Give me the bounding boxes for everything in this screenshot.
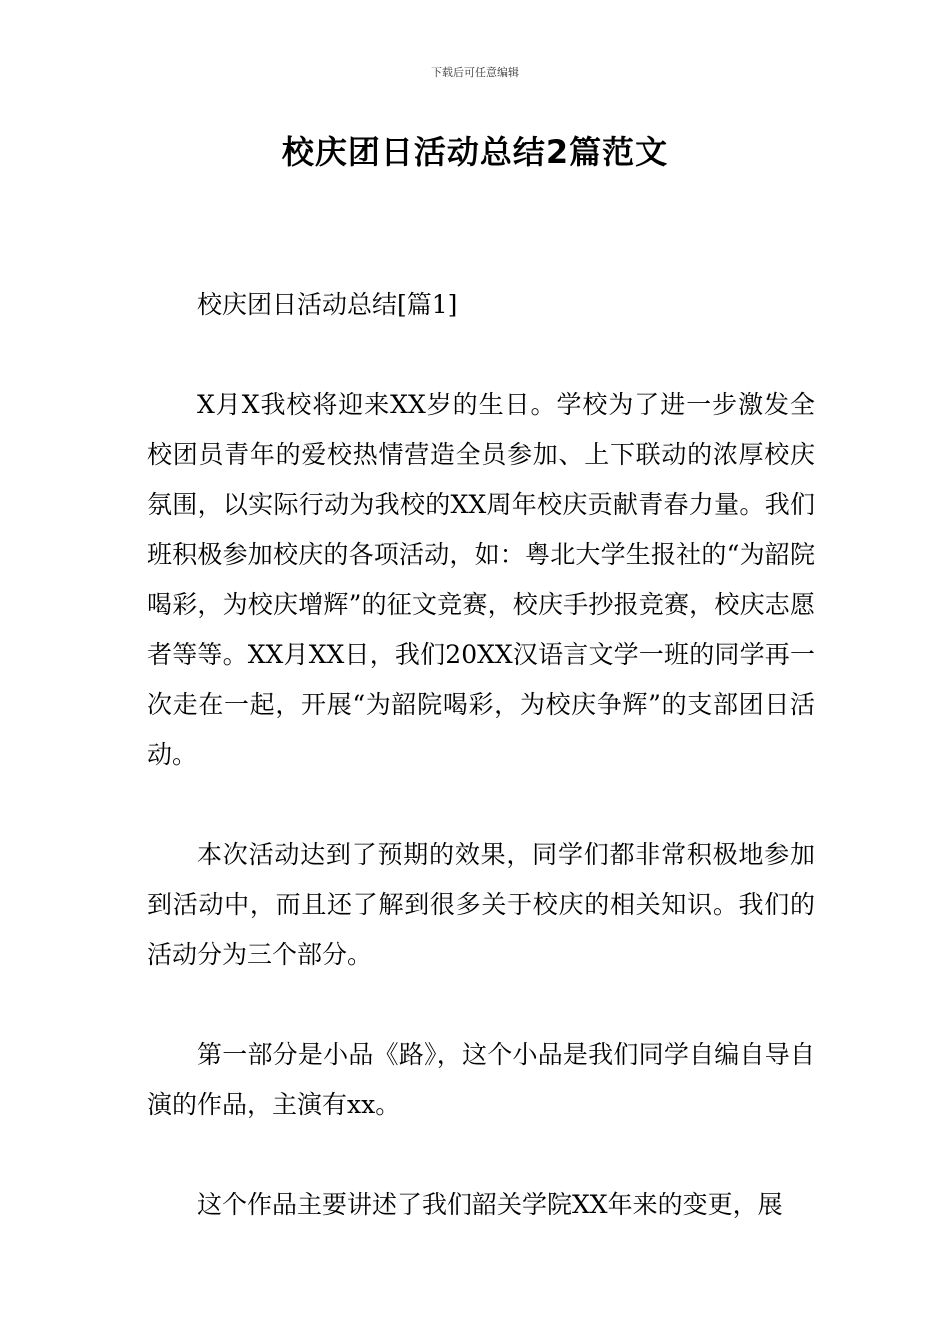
document-title: 校庆团日活动总结2篇范文 [281, 133, 669, 171]
header-note: 下载后可任意编辑 [431, 66, 519, 79]
paragraph-4: 这个作品主要讲述了我们韶关学院XX年来的变更，展 [197, 1190, 783, 1219]
paragraph-1: X月X我校将迎来XX岁的生日。学校为了进一步激发全校团员青年的爱校热情营造全员参加、上下联动的浓厚校庆氛围，以实际行动为我校的XX周年校庆贡献青春力量。我们班积极参加校庆的各项活动，如：粤北大学生报社的“为韶院喝彩，为校庆增辉”的征文竞赛，校庆手抄报竞赛，校庆志愿者等等。XX月XX日，我们20XX汉语言文学一班的同学再一次走在一起，开展“为韶院喝彩，为校庆争辉”的支部团日活动。 [147, 390, 815, 769]
paragraph-3: 第一部分是小品《路》，这个小品是我们同学自编自导自演的作品，主演有xx。 [147, 1040, 815, 1119]
document-body [147, 280, 815, 1280]
paragraph-2: 本次活动达到了预期的效果，同学们都非常积极地参加到活动中，而且还了解到很多关于校庆的相关知识。我们的活动分为三个部分。 [147, 840, 815, 969]
section-heading: 校庆团日活动总结[篇1] [197, 290, 458, 319]
